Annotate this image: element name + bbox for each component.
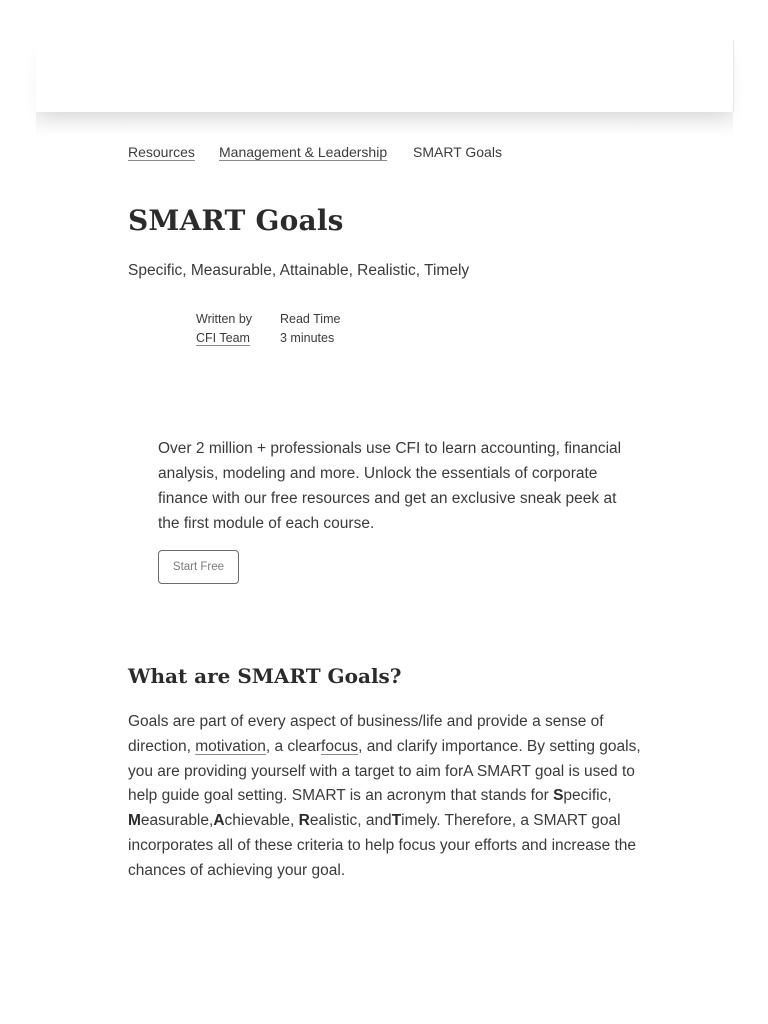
- written-by-label: Written by: [196, 312, 253, 326]
- section-paragraph: [128, 710, 658, 884]
- start-free-button[interactable]: Start Free: [158, 550, 239, 584]
- read-time-meta: [280, 310, 340, 348]
- acronym-word: pecific,: [563, 787, 612, 805]
- acronym-word: imely: [401, 812, 437, 830]
- header-shadow: [36, 112, 733, 138]
- acronym-letter: M: [128, 812, 141, 830]
- breadcrumb-link-resources[interactable]: Resources: [128, 144, 195, 160]
- para-text: Goals are part of every aspect of business/life and provide a sense of direction,: [128, 713, 604, 755]
- section-heading: What are SMART Goals?: [128, 664, 402, 688]
- focus-link[interactable]: focus: [321, 737, 359, 755]
- motivation-link[interactable]: motivation: [195, 737, 266, 755]
- breadcrumb-current: SMART Goals: [413, 144, 502, 160]
- author-meta: [196, 310, 252, 348]
- breadcrumb-link-management-leadership[interactable]: Management & Leadership: [219, 144, 388, 160]
- para-text: , and clarify importance. By setting goals, you are providing yourself with a target to aim forA SMART goal is used to help guide goal setting. SMART is an acronym that stands for: [128, 737, 641, 805]
- page-title: SMART Goals: [128, 204, 344, 237]
- para-text: , a clear: [265, 737, 322, 755]
- read-time-label: Read Time: [280, 312, 341, 326]
- acronym-letter: S: [553, 787, 564, 805]
- author-link[interactable]: CFI Team: [196, 331, 250, 345]
- acronym-word: chievable,: [224, 812, 299, 830]
- acronym-letter: T: [391, 812, 402, 830]
- acronym-letter: A: [213, 812, 225, 830]
- promo-text: Over 2 million + professionals use CFI to learn accounting, financial analysis, modeling and more. Unlock the essentials of corporate finance with our free resources and get an exclusive sneak peek at the first module of each course.: [158, 440, 622, 532]
- page-subtitle: Specific, Measurable, Attainable, Realistic, Timely: [128, 262, 470, 279]
- acronym-word: ealistic, and: [309, 812, 392, 830]
- read-time-value: 3 minutes: [280, 331, 335, 345]
- site-header: [36, 40, 734, 112]
- para-text: . Therefore, a SMART goal incorporates all of these criteria to help focus your efforts and increase the chances of achieving your goal.: [128, 812, 637, 879]
- acronym-word: easurable,: [140, 812, 214, 830]
- acronym-letter: R: [298, 812, 310, 830]
